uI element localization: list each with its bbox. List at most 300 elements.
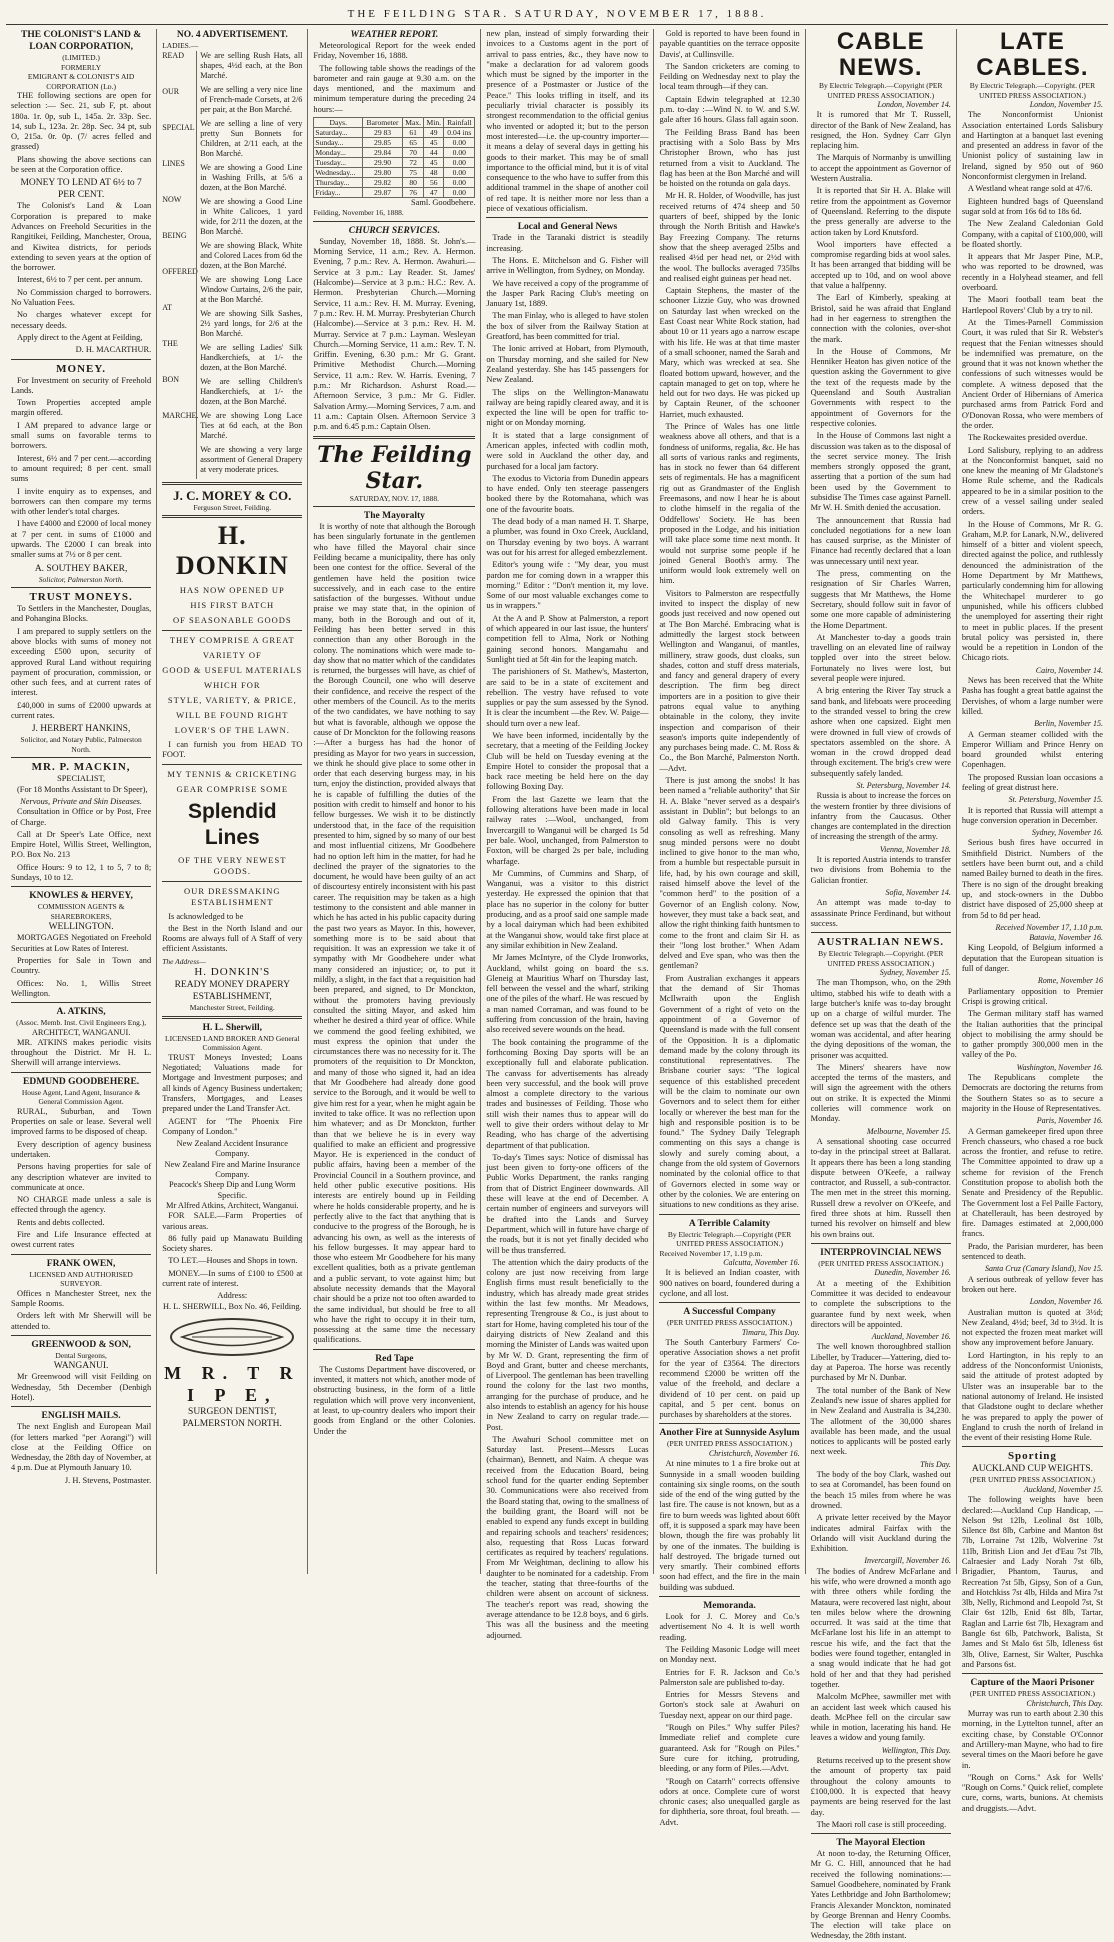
divider <box>811 1243 951 1244</box>
election-body: At noon to-day, the Returning Officer, Mr G. C. Hill, announced that he had received the following nominations:—Samuel Goodbehere, nominated by Frank Yates Lethbridge and John Bartholomew; Francis Alexander Monckton, nominated by George Brennan and Henry Coombs. The election will take place on Wednesday, the 28th instant. <box>810 1849 951 1941</box>
ad4-word: THE <box>162 338 178 348</box>
news-dateline: Cairo, November 14. <box>1035 665 1104 675</box>
donkin-tennis: MY TENNIS & CRICKETING <box>167 768 298 779</box>
news-paragraph: The press, commenting on the resignation of Sir Charles Warren, suggests that Mr Matthews, the Home Secretary, should follow suit in favor of some one more capable of administering the Home Department. <box>810 569 951 630</box>
ad4-item: We are showing Silk Sashes, 2½ yard longs, for 2/6 at the Bon Marché. <box>200 308 303 338</box>
tripe-sub: SURGEON DENTIST, <box>188 1406 277 1417</box>
local-para: The Awahuri School committee met on Saturday last. Present—Messrs Lucas (chairman), Bennett, and Naim. A cheque was received from the Education Board, being school fund for the quarter ending September 30. Communications were also received from the Board stating that, owing to the smallness of the building grant, the Board will not be enabled to expend any funds except in building and repairing schools and teachers' residences; also, requesting that Ross Lucas forward certificates as required by teachers' regulations. From Mr Weightman, declining to allow his daughter to be nominated for a cadetship. From the teacher, stating that three-fourths of the children were absent on account of sickness. The teacher's report was read, showing the average attendance to be 12.8 boys, and 6 girls. This was all the business and the meeting adjourned. <box>486 1434 649 1640</box>
divider <box>659 1302 799 1303</box>
divider <box>811 1833 951 1834</box>
table-cell: Friday... <box>314 188 363 198</box>
divider <box>11 1406 151 1407</box>
divider <box>162 881 302 882</box>
weather-place: Feilding, November 16, 1888. <box>313 208 404 218</box>
divider <box>313 1349 475 1350</box>
column-5 <box>654 29 805 1827</box>
sherwill-sale: FOR SALE.—Farm Properties of various areas. <box>162 1211 303 1231</box>
calamity-dateline: Calcutta, November 16. <box>723 1258 800 1268</box>
local-para: The book containing the programme of the forthcoming Boxing Day sports will be an exceptionally full and elaborate publication. The canvass for advertisements has already been very successful, and the book will prove almost a complete directory to the various trades and businesses of Feilding. Those who still wish their names thus to appear will do well to give their orders without delay to Mr Reading, who has charge of the advertising department of that publication. <box>486 1037 649 1150</box>
news-paragraph: The bodies of Andrew McFarlane and his wife, who were drowned a month ago with three others while fording the Mataura, were recovered last night, about ten miles below where the drowning occurred. It was said at the time that McFarlane lost his life in an attempt to rescue his wife, and the fact that the bodies were found together, entangled in a snag would indicate that he had got hold of her and that they had perished together. <box>810 1566 951 1689</box>
donkin-style: STYLE, VARIETY, & PRICE, <box>167 695 297 705</box>
donkin-furnish: I can furnish you from HEAD TO FOOT. <box>162 740 303 760</box>
news-paragraph: The Earl of Kimberly, speaking at Bristol, said he was afraid that England had in her eagerness to strengthen the connection with the colonies, over-shot the mark. <box>810 293 951 344</box>
local-para: From the last Gazette we learn that the following alterations have been made in local railway rates :—Wool, unchanged, from Invercargill to Wanganui will be charged 1s 5d per bale. Wool, unchanged, from Palmerston to Foxton, will be charged 2s per bale, including wharfage. <box>486 794 649 866</box>
news-paragraph: At a meeting of the Exhibition Committee it was decided to endeavour to complete the subscriptions to the guarantee fund by next week, when directors will be appointed. <box>810 1278 951 1329</box>
mackin-hours: Office Hours: 9 to 12, 1 to 5, 7 to 8; Sundays, 10 to 12. <box>11 862 152 883</box>
atkins-body: MR. ATKINS makes periodic visits throughout the District. Mr H. L. Sherwill will arrange interviews. <box>11 1037 152 1068</box>
ad4-item: We are selling a very nice line of French-made Corsets, at 2/6 per pair, at the Bon Marché. <box>200 84 303 114</box>
news-paragraph: The Republicans complete the Democrats are doctoring the returns from the Southern States so as to secure a majority in the House of Representatives. <box>961 1073 1104 1113</box>
news-paragraph: The proposed Russian loan occasions a feeling of great distrust here. <box>961 772 1104 792</box>
mackin-body: (For 18 Months Assistant to Dr Speer), <box>17 784 148 794</box>
divider <box>11 886 151 887</box>
divider <box>962 1446 1103 1447</box>
sporting-by: (PER UNITED PRESS ASSOCIATION.) <box>969 1475 1095 1485</box>
calamity-body: It is believed an Indian coaster, with 900 natives on board, foundered during a cyclone, and all lost. <box>659 1268 800 1298</box>
local-para: We have been informed, incidentally by the secretary, that a meeting of the Feilding Jockey Club will be held on Tuesday evening at the Empire Hotel to consider the proposal that a back race meeting be held here on the day following Boxing Day. <box>486 731 649 792</box>
donkin-found: WILL BE FOUND RIGHT <box>176 710 289 720</box>
news-dateline: Santa Cruz (Canary Island), Nov 15. <box>985 1264 1104 1274</box>
table-cell: 70 <box>402 148 423 158</box>
column-1 <box>6 29 157 1574</box>
table-cell: 29.84 <box>363 148 403 158</box>
news-paragraph: The body of the boy Clark, washed out to sea at Coromandel, has been found on the beach 15 miles from where he was drowned. <box>810 1470 951 1510</box>
fire-by: (PER UNITED PRESS ASSOCIATION.) <box>667 1439 793 1449</box>
weather-intro2: The following table shows the readings of the barometer and rain gauge at 9.30 a.m. on the days mentioned, and the maximum and minimum temperature during the preceding 24 hours:— <box>313 63 476 114</box>
goodbehere-sub: House Agent, Land Agent, Insurance & General Commission Agent. <box>21 1087 141 1107</box>
donkin-newest: OF THE VERY NEWEST GOODS. <box>178 854 287 876</box>
mackin-title: MR. P. MACKIN, <box>31 761 131 774</box>
local-para: The dead body of a man named H. T. Sharpe, a plumber, was found in Oxo Creek, Auckland, on Thursday evening by two boys. A warrant was out for his arrest for alleged embezzlement. <box>486 517 649 557</box>
knowles-sub: COMMISSION AGENTS & SHAREBROKERS, <box>37 902 125 921</box>
table-row <box>314 148 475 158</box>
table-cell: 49 <box>424 128 444 138</box>
table-cell: 47 <box>424 188 444 198</box>
land-co-no-charges: No charges whatever except for necessary deeds. <box>11 310 152 330</box>
news-paragraph: The German military staff has warned the Italian authorities that the principal object to mobilising the army should be to gather promptly 300,000 men in the valley of the Po. <box>961 1009 1104 1060</box>
local-para: The Ionic arrived at Hobart, from Plymouth, on Thursday morning, and she sailed for New Zealand yesterday. She has 145 passengers for New Zealand. <box>486 344 649 385</box>
news-dateline: St. Petersburg, November 14. <box>856 781 951 790</box>
table-header: Rainfall <box>444 118 475 128</box>
donkin-opened: HAS NOW OPENED UP <box>179 585 285 595</box>
local-para: There is just among the snobs! It has been named a "reliable authority" that Sir H. A. Blake "never served as a despair's assistant in Dublin"; but belongs to an old Galway family. This is very consoling as well as refreshing. Many snug minded persons were no doubt inclined to give honor to the man who, from a humble but respectable pursuit in life, had, by his own courage and skill, raised himself above the level of the "common herd" to the position of a Governor of an English colony. Now, however, they must take a back seat, and allow the right thinking faith huntsmen to come to the front and claim Sir H. as their "long lost brother." When Adam delved and Eve span, who was then the gentleman? <box>659 776 800 971</box>
local-title: Local and General News <box>517 222 618 233</box>
table-cell: Sunday... <box>314 138 363 148</box>
donkin-good: GOOD & USEFUL MATERIALS <box>162 665 303 675</box>
sherwill-agency: New Zealand Fire and Marine Insurance Company. <box>164 1159 301 1180</box>
cable-news-items <box>811 100 951 929</box>
trust-body3: £40,000 in sums of £2000 upwards at current rates. <box>11 700 152 721</box>
aus-by: By Electric Telegraph.—Copyright. (PER UNITED PRESS ASSOCIATION.) <box>818 949 944 968</box>
maori-dateline: Christchurch, This Day. <box>1026 1698 1104 1708</box>
sporting-sub: AUCKLAND CUP WEIGHTS. <box>971 1464 1093 1475</box>
divider <box>486 217 648 218</box>
land-co-formerly-name: EMIGRANT & COLONIST'S AID CORPORATION (Lᴅ.) <box>27 72 135 91</box>
mails-title: ENGLISH MAILS. <box>41 1411 121 1422</box>
news-dateline: Vienna, November 18. <box>879 844 951 854</box>
news-paragraph: The New Zealand Caledonian Gold Company, with a capital of £100,000, will be floated shortly. <box>961 219 1104 249</box>
denture-icon <box>177 1326 287 1348</box>
ad4-left-words <box>162 50 199 479</box>
news-dateline: Paris, November 16. <box>1036 1116 1104 1126</box>
sherwill-agency: Peacock's Sheep Dip and Lung Worm Specific. <box>169 1180 296 1200</box>
memoranda-item: Look for J. C. Morey and Co.'s advertisement No 4. It is well worth reading. <box>659 1612 800 1642</box>
table-cell: 29.87 <box>363 188 403 198</box>
memoranda-item: "Rough on Piles." Why suffer Piles? Immediate relief and complete cure guaranteed. Ask for "Rough on Piles." Sure cure for itching, protruding, bleeding, or any form of Piles.—Advt. <box>659 1723 800 1774</box>
ad4-word: OFFERED <box>162 266 198 276</box>
atkins-role: ARCHITECT, WANGANUI. <box>31 1027 131 1037</box>
goodbehere-body3: Persons having properties for sale of any description whatever are invited to communicate at once. <box>11 1162 152 1192</box>
maori-body: Murray was run to earth about 2.30 this morning, in the Lyttelton tunnel, after an exciting chase, by Constable O'Connor and Artillery-man Mayne, who had to fire several times on the Maori before he gave in. <box>961 1709 1104 1770</box>
ad4-word: LINES <box>162 158 185 168</box>
news-dateline: Sydney, November 15. <box>879 968 951 978</box>
divider <box>162 482 302 485</box>
divider <box>11 1002 151 1003</box>
calamity-title: A Terrible Calamity <box>688 1218 771 1229</box>
knowles-offices: Offices: No. 1, Willis Street Wellington. <box>11 978 152 998</box>
news-dateline: London, November 16. <box>1029 1297 1104 1307</box>
land-co-formerly: FORMERLY <box>61 62 102 72</box>
mackin-call: Call at Dr Speer's Late Office, next Empire Hotel, Willis Street, Wellington, P.O. Box No. 213 <box>11 829 152 860</box>
ad4-word: MARCHE. <box>162 410 199 420</box>
donkin-variety: VARIETY OF <box>202 650 262 660</box>
donkin-street: Manchester Street, Feilding. <box>189 1003 275 1013</box>
news-paragraph: A private letter received by the Mayor indicates admiral Fairfax with the Orlando will visit Auckland during the Exhibition. <box>810 1513 951 1554</box>
knowles-body: MORTGAGES Negotiated on Freehold Securities at Low Rates of Interest. <box>11 933 152 953</box>
news-dateline: Washington, November 16. <box>1016 1062 1104 1072</box>
local-para: The man Finlay, who is alleged to have stolen the box of silver from the Railway Station at Greatford, has been committed for trial. <box>486 311 649 342</box>
goodbehere-title: EDMUND GOODBEHERE. <box>23 1076 140 1087</box>
goodbehere-body6: Fire and Life Insurance effected at owest current rates <box>11 1230 152 1250</box>
table-row <box>314 128 475 138</box>
donkin-address: The Address— <box>162 956 206 966</box>
table-cell: 0.04 ins <box>444 128 475 138</box>
red-tape-continued: new plan, instead of simply forwarding their invoices to a Customs agent in the port of arrival to pass entries, &c., they have now to "make a declaration for ad valorem goods which must be signed by the importer in the presence of a Postmaster or Justice of the Peace." This looks trifling in itself, and its peculiarly trivial character is possibly its strongest recommendation to the official genius who invented or adopted it; but to the person most interested—i.e. the up-country importer—it means a delay of several days in getting his goods to their market. This may be of small importance to the official mind, but it is of vital consequence to the who have to suffer from this additional trammel in the shape of another coil of red tape. It is neither more nor less than a piece of vexatious officialism. <box>486 29 649 214</box>
fire-title: Another Fire at Sunnyside Asylum <box>659 1428 800 1439</box>
news-dateline: Wellington, This Day. <box>881 1745 951 1755</box>
table-cell: Wednesday... <box>314 168 363 178</box>
table-cell: 45 <box>424 138 444 148</box>
successful-dateline: Timaru, This Day. <box>741 1327 800 1337</box>
table-cell: 56 <box>424 178 444 188</box>
divider <box>962 1673 1103 1674</box>
table-cell: 0.00 <box>444 138 475 148</box>
table-header-row <box>314 118 475 128</box>
news-paragraph: A serious outbreak of yellow fever has broken out here. <box>961 1274 1104 1294</box>
table-cell: Tuesday... <box>314 158 363 168</box>
sherwill-title: H. L. Sherwill, <box>202 1022 262 1033</box>
table-row <box>314 178 475 188</box>
page-masthead: THE FEILDING STAR. SATURDAY, NOVEMBER 17, 1888. <box>6 6 1108 25</box>
news-paragraph: News has been received that the White Pasha has fought a great battle against the Dervishes, of whom a large number were killed. <box>961 676 1104 716</box>
news-dateline: St. Petersburg, November 15. <box>1008 795 1104 805</box>
news-dateline: Sofia, November 14. <box>885 887 951 897</box>
weather-table <box>313 117 475 198</box>
local-para: Mr Cummins, of Cummins and Sharp, of Wanganui, was a visitor to this district yesterday. He expressed the opinion that that place has no superior in the colony for butter producing, and as a proof said one sample made by a local dairyman which had been exhibited at the Wanganui show, would take first place at any similar exhibition in New Zealand. <box>486 868 649 950</box>
knowles-title: KNOWLES & HERVEY, <box>29 891 133 902</box>
local-para: The Prince of Wales has one little weakness above all others, and that is a fondness of uniforms, regalia, &c. He has all sorts of various ranks and regiments, has in stock no fewer than 64 different sets of regimentals. He has a magnificent rig out as Grandmaster of the English Freemasons, and now I hear he is about to clothe himself in the regalia of the Oddfellows' Society. He has been proposed in the Lodge, and his initiation will take place some time next month. It would not surprise some people if he joined General Booth's army. The uniform would look extremely well on him. <box>659 421 800 586</box>
ad4-item: We are selling Ladies' Silk Handkerchiefs, at 1/- the dozen, at the Bon Marché. <box>200 342 303 372</box>
news-paragraph: Russia is about to increase the forces on the western frontier by three divisions of infantry from the Caucasus. Other changes are contemplated in the direction of increasing the strength of the army. <box>810 791 951 842</box>
land-co-plans: Plans showing the above sections can be seen at the Corporation office. <box>11 154 152 175</box>
news-paragraph: Eighteen hundred bags of Queensland sugar sold at from 16s 6d to 18s 6d. <box>961 196 1104 216</box>
local-para: Editor's young wife : "My dear, you must pardon me for coming down in a wrapper this morning." Editor : "Don't mention it, my love. Some of our most valuable exchanges come to us in wrappers." <box>486 560 649 611</box>
local-para: The parishioners of St. Mathew's, Masterton, are said to be in a state of excitement and rebellion. The vestry have refused to vote supplies or pay the sum assessed by the Synod. It is clear the incumbent —the Rev. W. Paige—should turn over a new leaf. <box>486 667 649 728</box>
mayoralty-title: The Mayoralty <box>363 511 425 522</box>
column-2 <box>157 29 308 1574</box>
news-paragraph: It is reported Austria intends to transfer two divisions from Bohemia to the Galician frontier. <box>810 855 951 885</box>
divider <box>11 587 151 588</box>
column-3 <box>308 29 481 1574</box>
local-para: We have received a copy of the programme of the Jasper Park Racing Club's meeting on January 1st, 1889. <box>486 278 649 309</box>
money-role: Solicitor, Palmerston North. <box>38 574 124 584</box>
news-dateline: This Day. <box>920 1459 951 1469</box>
ad4-item: We are selling Children's Handkerchiefs, at 1/- the dozen, at the Bon Marché. <box>200 376 303 406</box>
ad4-item: We are showing Long Lace Ties at 6d each, at the Bon Marché. <box>200 410 303 440</box>
sherwill-agent: AGENT for "The Phoenix Fire Company of London." <box>162 1116 303 1136</box>
cable-news-title: CABLE NEWS. <box>836 28 925 81</box>
tripe-title: M R. T R I P E, <box>164 1362 301 1405</box>
table-cell: 0.00 <box>444 188 475 198</box>
news-paragraph: In the House of Commons, Mr Henniker Heaton has given notice of the question asking the Government to give the text of the requests made by the Queensland and South Australian Governments with respect to the appointment of Governors for the respective colonies. <box>810 346 951 428</box>
local-para: To-day's Times says: Notice of dismissal has just been given to forty-one officers of the Public Works Department, the ranks ranging from that of District Engineer downwards. All these will leave at the end of December. A certain number of engineers and surveyors will be drafted into the Lands and Survey Department, which will in future have charge of the roads, but it is not yet finally decided who will be thus transferred. <box>486 1152 649 1255</box>
news-paragraph: At the Times-Parnell Commission Court, it was ruled that Sir R. Webster's request that the Fenian witnesses should be indemnified was premature, on the ground that it was not known whether the confessions of such witnesses would be complete. A witness deposed that the Ancient Order of Hibernians of America purchased arms from Patrick Ford and O'Donovan Rossa, who were members of the order. <box>961 317 1104 430</box>
successful-body: The South Canterbury Farmers' Co-operative Association shows a net profit for the year of £3564. The directors recommend £2000 be written off the value of the freehold, and declare a dividend of 10 per cent. on paid up capital, and 5 per cent. bonus on purchases by shareholders at the stores. <box>659 1338 800 1420</box>
table-row <box>314 158 475 168</box>
local-para: Captain Stephens, the master of the schooner Lizzie Guy, who was drowned on Saturday last when wrecked on the East Coast near White Rock station, had about 10 or 11 years ago a narrow escape with his life. He was at that time master of a small schooner, named the Sarah and Mary, which was wrecked at sea. She floated bottom upward, however, and the captain managed to get on top, where he held out for two days. He was picked up by Captain Reuner, of the schooner Harriet, much exhausted. <box>659 286 800 419</box>
ad4-items <box>196 51 302 479</box>
table-cell: 75 <box>402 168 423 178</box>
local-para: The Feilding Brass Band has been practising with a Solo Bass by Mrs Christopher Brown, who has just returned from a visit to Auckland. The flag has been at the Bon Marché and will be hoisted on the rotunda on gala days. <box>659 127 800 189</box>
local-para: The Hons. E. Mitchelson and G. Fisher will arrive in Wellington, from Sydney, on Monday. <box>486 255 649 276</box>
news-paragraph: It is reported that Russia will attempt a huge conversion operation in December. <box>961 805 1104 825</box>
sherwill-address: H. L. SHERWILL, Box No. 46, Feilding. <box>162 1301 302 1311</box>
successful-by: (PER UNITED PRESS ASSOCIATION.) <box>667 1318 793 1328</box>
local-para: Trade in the Taranaki district is steadily increasing. <box>486 233 649 253</box>
divider <box>162 515 302 518</box>
land-co-apply: Apply direct to the Agent at Feilding, <box>17 332 143 342</box>
calamity-received: Received November 17, 1.19 p.m. <box>659 1248 763 1258</box>
table-cell: Thursday... <box>314 178 363 188</box>
table-cell: 29.90 <box>363 158 403 168</box>
sherwill-agency: New Zealand Accident Insurance Company. <box>176 1139 288 1159</box>
sporting-dateline: Auckland, November 15. <box>1023 1484 1104 1494</box>
weather-title: WEATHER REPORT. <box>350 30 439 40</box>
news-paragraph: King Leopold, of Belgium informed a deputation that the European situation is full of danger. <box>961 943 1104 974</box>
donkin-dress: OUR DRESSMAKING ESTABLISHMENT <box>184 885 281 907</box>
ad4-body <box>162 51 302 479</box>
table-cell: 76 <box>402 188 423 198</box>
calamity-by: By Electric Telegraph.—Copyright (PER UNITED PRESS ASSOCIATION.) <box>667 1229 792 1249</box>
donkin-name: H. DONKIN <box>175 521 289 580</box>
news-paragraph: It is rumored that Mr T. Russell, director of the Bank of New Zealand, has resigned, the Hon. Sydney Carr Glyn replacing him. <box>810 110 951 151</box>
owen-body2: Orders left with Mr Sherwill will be attended to. <box>11 1311 152 1331</box>
mackin-specialist: SPECIALIST, <box>57 774 106 784</box>
money-body: For Investment on security of Freehold Lands. <box>11 375 152 395</box>
land-co-limited: (LIMITED.) <box>62 53 100 62</box>
ad4-item: We are selling a line of very pretty Sun Bonnets for Children, at 2/11 each, at the Bon Marché. <box>200 118 303 158</box>
ad4-item: We are showing a Good Line in Washing Frills, at 5/6 a dozen, at the Bon Marché. <box>200 162 303 192</box>
news-paragraph: An attempt was made to-day to assassinate Prince Ferdinand, but without success. <box>810 898 951 928</box>
table-row <box>314 138 475 148</box>
news-paragraph: A Westland wheat range sold at 47/6. <box>967 184 1093 194</box>
memoranda-item: The Feilding Masonic Lodge will meet on Monday next. <box>659 1644 800 1665</box>
greenwood-body: Mr Greenwood will visit Feilding on Wednesday, 5th December (Denbigh Hotel). <box>11 1372 152 1402</box>
memoranda-item: Entries for Messrs Stevens and Gorton's stock sale at Awahuri on Tuesday next, appear on our third page. <box>659 1690 800 1720</box>
local-para: Captain Edwin telegraphed at 12.30 p.m. to-day :—Wind N. to W. and S.W. gale after 16 hours. Glass fall again soon. <box>659 94 800 125</box>
trust-name: J. HERBERT HANKINS, <box>31 724 131 735</box>
table-header: Min. <box>424 118 444 128</box>
ad4-item: We are showing a very large assortment of General Drapery at very moderate prices. <box>200 444 303 474</box>
paper-date: SATURDAY, NOV. 17, 1888. <box>349 493 440 503</box>
donkin-which: WHICH FOR <box>204 680 261 690</box>
ad4-item: We are showing Black, White and Colored Laces from 6d the dozen, at the Bon Marché. <box>200 240 303 270</box>
sherwill-let: TO LET.—Houses and Shops in town. <box>168 1256 298 1266</box>
money-interest: Interest, 6½ and 7 per cent.—according to amount required; 8 per cent. small sums <box>11 453 152 484</box>
tooth-illustration <box>170 1318 294 1356</box>
table-row <box>314 168 475 178</box>
news-paragraph: The man Thompson, who, on the 29th ultimo, stabbed his wife to death with a large butcher's knife was to-day brought up on a charge of wilful murder. The defence set up was that the death of the woman was accidental, and after hearing the dying depositions of the woman, the prisoner was acquitted. <box>810 978 951 1060</box>
sherwill-shares: 86 fully paid up Manawatu Building Society shares. <box>162 1233 303 1254</box>
news-paragraph: Malcolm McPhee, sawmiller met with an accident last week which caused his death. McPhee fell on the circular saw while in motion, lacerating his hand. He leaves a widow and young family. <box>810 1692 951 1743</box>
donkin-gear: GEAR COMPRISE SOME <box>176 783 289 794</box>
mayoralty-body: It is worthy of note that although the Borough has been singularly fortunate in the gentlemen who have filled the Mayoral chair since Feilding became a municipality, there has only been one contest for the office. Several of the gentlemen have held the position twice successively, and in each case to the entire satisfaction of the burgesses. Without undue praise we may state that, in the opinion of many, both in the Borough and out of it, Feilding has been better served in this connection than any other Borough in the colony. The nominations which were made to-day show that no matter which of the candidates is returned, the burgesses will have, as chief of the Borough Council, one who will deserve their confidence, and receive the respect of the other members of the Council. As to the merits of the two candidates, we have nothing to say but what is favorable, although we oppose the cause of Dr Monckton for the following reasons :—After a burgess has had the honor of presiding as Mayor for two years in succession, we think he should give place to some other in order that each deserving burgess may, in his turn, enjoy the distinction, provided always that he is capable of fulfilling the duties of the position with credit to himself and honor to his fellow burgesses. We wish it to be distinctly understood that, in the face of the requisition presented to him, signed by so many of our best and most influential citizens, Mr Goodbehere had no option left him in the matter, for had he declined the prayer of the signatories to the document, he would have been guilty of an act of discourtesy entirely inconsistent with his past career. The requisition may be taken as a high testimony to the consistent and able manner in which he has acted in his public capacity during the past two years as Mayor. In this, however, something more is to be said about that requisition. It was an expression we take it of sympathy with Mr Goodbehere under what many considered an injustice; or, to put it mildly, a slight, in the fact that a requisition had been prepared, and signed, to Dr Monckton, without the promoters having previously consulted the sitting Mayor, and asked him whether he desired a third year of office. While we commend the good feeling exhibited, we must express the opinion that under the circumstances there was no necessity for it. The promoters of the requisition to Dr Monckton, and many of those who signed it, had an idea that Mr Goodbehere had already done good service to the Borough, and it would be well to give him rest for a year, when he might again be invited to take office. It was no reflection upon him whatever; and as Dr Monckton, further than that we believe he is in every way qualified to make an efficient and progressive Mayor. He is experienced in the conduct of public affairs, having been a member of the Provincial Council in a Southern province, and held other public executive positions. His interests are entirely bound up in Feilding where he holds considerable property, and he is perfectly alive to the fact that anything that is conducive to the progress of the Borough, he is advancing his own, as well as the interests of his fellow burgesses. It may appear hard to those who esteem Mr Goodbehere for his many excellent qualities, both as a private gentleman and a public servant, to vote against him; but absolute necessity demands that the Mayoral chair should be a prize not too often awarded to the same individual, but should be free to all who have the right to occupy it in their turn, possessing at the same time the necessary qualifications. <box>313 522 476 1345</box>
trust-role: Solicitor, and Notary Public, Palmerston North. <box>20 735 142 754</box>
divider <box>11 359 151 360</box>
cable-news-by: By Electric Telegraph.—Copyright (PER UNITED PRESS ASSOCIATION.) <box>819 81 943 100</box>
atkins-sub: (Assoc. Memb. Inst. Civil Engineers Eng.), <box>16 1018 147 1028</box>
red-tape-title: Red Tape <box>375 1353 414 1364</box>
ad4-title: NO. 4 ADVERTISEMENT. <box>176 30 288 40</box>
donkin-ack: Is acknowledged to be <box>168 911 244 921</box>
news-paragraph: Wool importers have effected a compromise regarding bids at wool sales. It has been arranged that bidding will be accepted up to 10d, and on wool above that value a halfpenny. <box>810 239 951 291</box>
news-paragraph: It appears that Mr Jasper Pine, M.P., who was reported to be drowned, was recently in a Holyhead steamer, and fell overboard. <box>961 252 1104 293</box>
local-para: At the A and P. Show at Palmerston, a report of which appeared in our last issue, the hunters' competition fell to Alma, Nork or Nothing gaining second honors. Mangamahu and Sunlight tied at 5ft 4in for the leaping match. <box>486 613 649 664</box>
table-cell: 0.00 <box>444 148 475 158</box>
table-cell: 29.80 <box>363 168 403 178</box>
divider <box>11 1072 151 1073</box>
sherwill-agency: Mr Alfred Atkins, Architect, Wanganui. <box>166 1200 299 1210</box>
news-dateline: London, November 15. <box>1029 100 1104 109</box>
late-cable-items <box>962 100 1103 1443</box>
money-name: A. SOUTHEY BAKER, <box>34 563 128 574</box>
donkin-seasonable: OF SEASONABLE GOODS <box>172 615 292 625</box>
ad4-item: We are showing Long Lace Window Curtains, 2/6 the pair, at the Bon Marché. <box>200 274 303 304</box>
table-cell: Saturday... <box>314 128 363 138</box>
aus-news-items <box>811 968 951 1240</box>
church-title: CHURCH SERVICES. <box>348 225 440 236</box>
local-para: The attention which the dairy products of the colony are just now receiving from large English firms must result beneficially to the industry, which has already made great strides within the last few months. Mr Meadows, representing Trengrouse & Co., is just about to start for Home, having completed his tour of the dairying districts of New Zealand and this morning the Minister of Lands was waited upon by Mr W. D. Grant, representing the firm of Boyd and Grant, butter and cheese merchants, of Liverpool. The gentleman has been travelling round the colony for the last two months, arranging for the purchase of produce, and he also intends to establish an agency for his house in New Zealand to carry on regular trade.—Post. <box>486 1257 649 1432</box>
inter-by: (PER UNITED PRESS ASSOCIATION.) <box>818 1258 944 1268</box>
divider <box>659 1423 799 1424</box>
donkin-ready2: READY MONEY DRAPERY ESTABLISHMENT, <box>174 980 290 1003</box>
ad4-word: AT <box>162 302 172 312</box>
owen-title: FRANK OWEN, <box>46 1258 116 1269</box>
sherwill-money: MONEY.—In sums of £100 to £500 at current rate of interest. <box>162 1268 303 1289</box>
successful-title: A Successful Company <box>683 1307 776 1318</box>
goodbehere-body4: NO CHARGE made unless a sale is effected through the agency. <box>11 1195 152 1215</box>
local-para: Mr H. R. Holder, of Woodville, has just received returns of 474 sheep and 50 quarters of beef, shipped by the Ionic through the North British and Hawke's Bay Freezing Company. The returns show that the sheep averaged 25lbs and realised 4½d per head net, or 2½d with the wool. The bullocks averaged 735lbs and realised eight guineas per head net. <box>659 191 800 283</box>
mackin-consult: Consultation in Office or by Post, Free of Charge. <box>11 807 152 827</box>
mails-sig: J. H. Stevens, Postmaster. <box>64 1475 152 1485</box>
table-cell: 48 <box>424 168 444 178</box>
land-co-interest: Interest, 6½ to 7 per cent. per annum. <box>17 275 143 285</box>
inter-news-items <box>811 1268 951 1830</box>
land-co-agent: D. H. MACARTHUR. <box>75 345 152 355</box>
sherwill-body: TRUST Moneys Invested; Loans Negotiated; Valuations made for Mortgage and Investment purposes; and all kinds of Agency Business undertaken; Transfers, Mortgages, and Leases prepared under the Land Transfer Act. <box>162 1052 303 1114</box>
news-dateline: London, November 14. <box>877 100 951 109</box>
maori-by: (PER UNITED PRESS ASSOCIATION.) <box>969 1689 1095 1699</box>
knowles-city: WELLINGTON. <box>48 922 114 933</box>
weather-sig: Saml. Goodbehere. <box>410 198 476 208</box>
maori-title: Capture of the Maori Prisoner <box>970 1678 1095 1689</box>
divider <box>11 757 151 758</box>
atkins-title: A. ATKINS, <box>56 1007 106 1018</box>
table-cell: 0.00 <box>444 168 475 178</box>
news-paragraph: It is reported that Sir H. A. Blake will retire from the appointment as Governor of Queensland. Referring to the dispute the press generally are adverse to the action taken by Lord Knutsford. <box>810 186 951 237</box>
memoranda-title: Memoranda. <box>703 1601 756 1612</box>
money-title: MONEY. <box>56 362 107 375</box>
table-cell: 72 <box>402 158 423 168</box>
land-co-body: THE following sections are open for selection :— Sec. 21, sub F, pt. about 180a. 1r. 0p, sub L, 145a. 2r. 33p. Sec. 14, sub L, 123a. 2r. 28p. Sec. 34 pt, sub O, 215a. 0r. 0p. (7/ acres felled and grassed) <box>11 91 152 152</box>
news-paragraph: A German steamer collided with the Emperor William and Prince Henry on board grounded whilst entering Copenhagen. <box>961 729 1104 770</box>
divider <box>162 764 302 765</box>
news-dateline: Batavia, November 16. <box>1029 933 1104 943</box>
ad4-word: SPECIAL <box>162 122 195 132</box>
table-cell: 29.85 <box>363 138 403 148</box>
table-cell: Monday... <box>314 148 363 158</box>
table-cell: 65 <box>402 138 423 148</box>
donkin-lovers: LOVER'S OF THE LAWN. <box>174 725 290 735</box>
red-tape-body: The Customs Department have discovered, or invented, it matters not which, another mode of obstructing business, in the form of a little regulation which will prove very inconvenient, at least, to up-country dealers who import their goods from England or the other Colonies. Under the <box>313 1364 476 1436</box>
news-paragraph: Lord Salisbury, replying to an address at the Nonconformist banquet, said no one knew the meaning of Mr Gladstone's Home Rule scheme, and the Radicals appeared to be in a similar position to the crew of a vessel sailing under sealed orders. <box>961 445 1104 517</box>
late-cables-title: LATE CABLES. <box>976 28 1089 81</box>
table-header: Max. <box>402 118 423 128</box>
table-cell: 61 <box>402 128 423 138</box>
mails-body: The next English and European Mail (for letters marked "per Aorangi") will close at the Feilding Office on Wednesday, the 28th day of November, at 4 p.m. Due at Plymouth January 10. <box>11 1422 152 1473</box>
divider <box>313 436 475 439</box>
news-dateline: Auckland, November 16. <box>871 1332 951 1342</box>
news-paragraph: In the House of Commons last night a discussion was taken as to the disposal of the secret service money. The Irish members strongly opposed the grant, asserting that a portion of the sum had been used by the Government to subsidise The Times case against Parnell. Mr W. H. Smith denied the accusation. <box>810 431 951 513</box>
news-paragraph: At Manchester to-day a goods train travelling on an elevated line of railway toppled over into the street below. Fortunately no lives were lost, but several people were injured. <box>810 632 951 684</box>
land-co-no-commission: No Commission charged to borrowers. No Valuation Fees. <box>11 287 152 308</box>
divider <box>811 932 951 933</box>
news-paragraph: Parliamentary opposition to Premier Crispi is growing critical. <box>961 986 1104 1006</box>
news-paragraph: Lord Hartington, in his reply to an address of the Nonconformist Unionists, said the attitude of protest adopted by Ulster was an insuperable bar to the national autonomy of Ireland. He insisted that Gladstone ought to declare whether he was prepared to apply the power of England to crush the north of Ireland in the event of their resisting Home Rule. <box>961 1350 1104 1443</box>
column-7 <box>957 28 1108 1813</box>
ad4-word: NOW <box>162 194 182 204</box>
news-paragraph: Returns received up to the present show the amount of property tax paid throughout the colony amounts to £100,000. It is expected that heavy payments are being reserved for the last day. <box>810 1756 951 1817</box>
news-paragraph: The Rockewaites presided overdue. <box>967 433 1088 443</box>
maori-ad: "Rough on Corns." Ask for Wells' "Rough on Corns." Quick relief, complete cure, corns, warts, bunions. At chemists and druggists.—Advt. <box>961 1772 1104 1813</box>
local-para: The slips on the Wellington-Manawatu railway are being rapidly cleared away, and it is expected the line will be open for traffic to-night or on Monday morning. <box>486 387 649 428</box>
news-paragraph: The Maori football team beat the Hartlepool Rovers' Club by a try to nil. <box>961 295 1104 315</box>
sporting-body: The following weights have been declared:—Auckland Cup Handicap, — Nelson 9st 12lb, Leolinal 8st 10lb, Silence 8st 8lb, Carbine and Manton 8st 7lb, Lorraine 7st 12lb, Wolverine 7st 11lb, British Lion and Jet d'Eau 7st 7lb, Calraesier and Lady Norah 7st 6lb, Brigadier, Phantom, Taurus, and Recreation 7st 5lb, Gipsy, Son of a Gun, and Hotchkiss 7st 4lb, Hilda and Mira 7st 3lb, Nelly, Richmond and Leopold 7st, St Clair 6st 12lb, Enid 6st 8lb, Tartar, Raglan and Larrie 6st 7lb, Hexagram and Bangle 6st 6lb, Patchwork, Balista, St James and St Malo 6st 5lb, Idleness 6st 3lb, Olive, Earnest, Sir Walter, Puschka and Parsons 6st. <box>961 1495 1104 1669</box>
local-para: The exodus to Victoria from Dunedin appears to have ended. Only ten steerage passengers booked there by the Rotomahana, which was one of the favourite boats. <box>486 473 649 514</box>
greenwood-city: WANGANUI. <box>53 1361 109 1372</box>
land-co-title: THE COLONIST'S LAND & LOAN CORPORATION, <box>21 30 142 52</box>
column-4 <box>481 29 654 1640</box>
trust-title: TRUST MONEYS. <box>29 591 133 604</box>
election-title: The Mayoral Election <box>836 1838 926 1849</box>
late-cables-by: By Electric Telegraph.—Copyright. (PER UNITED PRESS ASSOCIATION.) <box>969 81 1096 100</box>
table-header: Barometer <box>363 118 403 128</box>
news-dateline: Rome, November 16 <box>1037 976 1104 986</box>
ad4-word: BEING <box>162 230 187 240</box>
ad4-word: READ <box>162 50 184 60</box>
donkin-best: the Best in the North Island and our Rooms are always full of A Staff of very efficient Assistants. <box>162 923 303 954</box>
land-co-money-body: The Colonist's Land & Loan Corporation is prepared to make Advances on Freehold Securities in the Rangitikei, Feilding, Manchester, Oroua, and Kiwitea districts, for periods extending to seven years at the option of the borrower. <box>11 201 152 273</box>
